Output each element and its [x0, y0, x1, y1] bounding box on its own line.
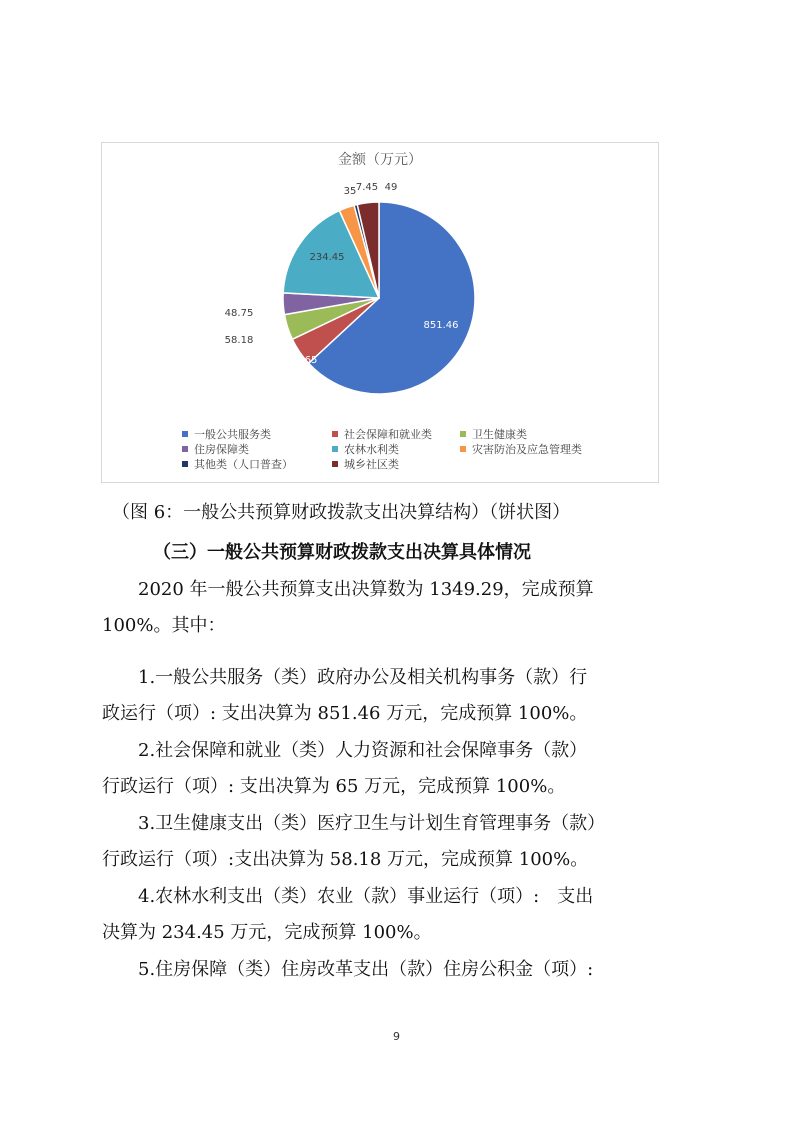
pie-data-label: 851.46: [423, 320, 459, 331]
paragraph-line: 政运行（项）: 支出决算为 851.46 万元，完成预算 100%。: [102, 703, 588, 724]
paragraph-item-3: [102, 806, 702, 878]
section-heading: （三）一般公共预算财政拨款支出决算具体情况: [153, 542, 531, 563]
pie-data-label: 48.75: [224, 308, 254, 319]
legend-item: [332, 456, 399, 472]
paragraph-item-5: [102, 952, 702, 988]
legend-item: [460, 441, 582, 457]
legend-item: [460, 426, 527, 442]
legend-label: 住房保障类: [194, 443, 249, 456]
legend-label: 灾害防治及应急管理类: [472, 443, 582, 456]
legend-swatch: [332, 461, 338, 467]
paragraph-line: 3.卫生健康支出（类）医疗卫生与计划生育管理事务（款）: [102, 813, 606, 834]
figure-caption: （图 6：一般公共预算财政拨款支出决算结构）（饼状图）: [112, 502, 571, 523]
legend-label: 一般公共服务类: [194, 428, 271, 441]
pie-chart-panel: [101, 142, 659, 483]
paragraph-line: 2.社会保障和就业（类）人力资源和社会保障事务（款）: [102, 740, 588, 761]
paragraph-line: 5.住房保障（类）住房改革支出（款）住房公积金（项）:: [102, 959, 594, 980]
legend-swatch: [332, 431, 338, 437]
legend-item: [182, 441, 249, 457]
legend-label: 其他类（人口普查）: [194, 458, 293, 471]
legend-label: 城乡社区类: [344, 458, 399, 471]
legend-label: 卫生健康类: [472, 428, 527, 441]
legend-swatch: [460, 431, 466, 437]
paragraph-line: 4.农林水利支出（类）农业（款）事业运行（项）: 支出: [102, 886, 594, 907]
paragraph-line: 决算为 234.45 万元，完成预算 100%。: [102, 922, 432, 943]
paragraph-line: 100%。其中：: [102, 615, 226, 636]
legend-swatch: [332, 446, 338, 452]
paragraph-line: 1.一般公共服务（类）政府办公及相关机构事务（款）行: [102, 667, 588, 688]
pie-data-label: 35: [343, 186, 357, 197]
pie-data-label: 65: [304, 355, 318, 366]
pie-data-label: 234.45: [309, 252, 345, 263]
legend-label: 社会保障和就业类: [344, 428, 432, 441]
page-number: 9: [393, 1030, 400, 1043]
legend-swatch: [182, 446, 188, 452]
legend-item: [182, 456, 293, 472]
paragraph-line: 2020 年一般公共预算支出决算数为 1349.29，完成预算: [102, 579, 594, 600]
pie-data-label: 58.18: [224, 335, 254, 346]
paragraph-line: 行政运行（项）: 支出决算为 65 万元，完成预算 100%。: [102, 776, 566, 797]
paragraph-line: 行政运行（项）:支出决算为 58.18 万元，完成预算 100%。: [102, 849, 589, 870]
legend-label: 农林水利类: [344, 443, 399, 456]
legend-item: [182, 426, 271, 442]
pie-data-label: 49: [384, 182, 398, 193]
legend-swatch: [182, 431, 188, 437]
paragraph-item-4: [102, 879, 702, 951]
paragraph-item-2: [102, 733, 702, 805]
legend-item: [332, 426, 432, 442]
legend-swatch: [182, 461, 188, 467]
legend-item: [332, 441, 399, 457]
paragraph-item-1: [102, 660, 702, 732]
chart-title: 金额（万元）: [338, 152, 422, 168]
pie-data-label: 7.45: [355, 182, 379, 193]
paragraph-summary: [102, 572, 702, 644]
legend-swatch: [460, 446, 466, 452]
